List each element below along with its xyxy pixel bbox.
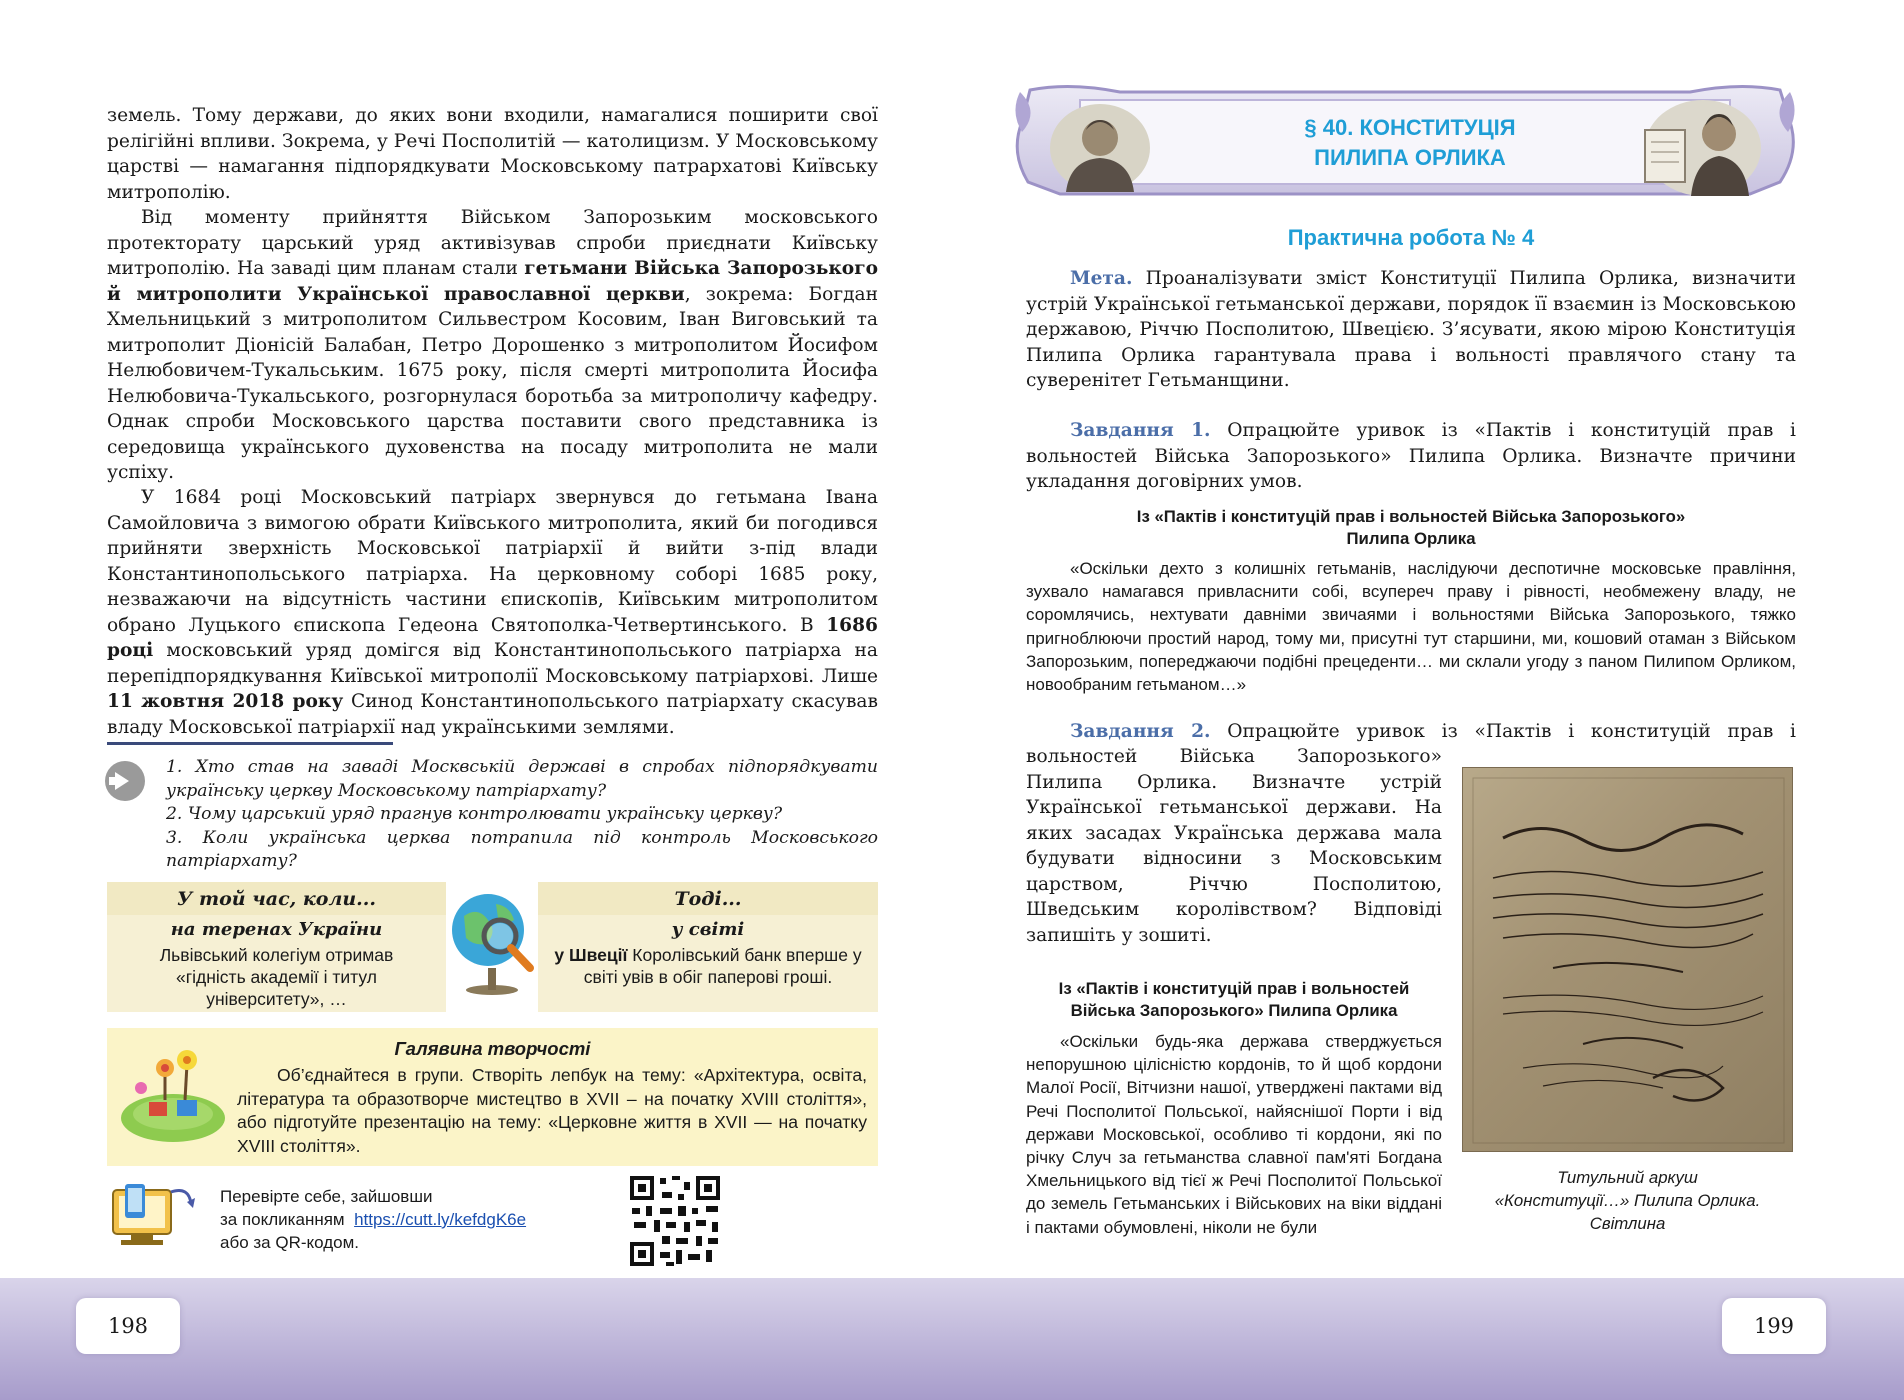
- question-3: 3. Коли українська церква потрапила під контроль Московського патріархату?: [166, 827, 878, 871]
- page-number-199: 199: [1753, 1314, 1795, 1338]
- paragraph-text: Від моменту прийняття Військом Запорозьким московського протекторату царський уряд активізував спроби приєднати Київську митрополію. На заваді цим планам стали: [107, 207, 878, 279]
- check-line-1: Перевірте себе, зайшовши: [220, 1187, 433, 1206]
- chapter-title-line-2: ПИЛИПА ОРЛИКА: [1314, 145, 1506, 170]
- bold-phrase: гетьмани Війська Запорозького й митрополити Української православної церкви: [107, 258, 878, 305]
- goal-label: Мета.: [1070, 268, 1133, 289]
- heading-text: Тоді...: [674, 888, 742, 910]
- paragraph-text: У 1684 році Московський патріарх звернувся до гетьмана Івана Самойловича з вимогою обрати Київського митрополита, який би погодився прийняти зверхність Московської патріархії й вийти з-під влади Константинопольського патріарха. На церковному соборі 1685 року, незважаючи на відсутність частини єпископів, Київським митрополитом обрано Луцького єпископа Гедеона Святополка-Четвертинського. В: [107, 487, 878, 636]
- then-box-right-sub: [538, 915, 878, 944]
- goal-paragraph: [1026, 266, 1796, 394]
- then-box-right-head: [538, 882, 878, 916]
- page-number-left: [76, 1298, 180, 1354]
- globe-magnifier-icon: [448, 886, 536, 996]
- subheading-text: на теренах України: [170, 919, 383, 940]
- meadow-flowers-icon: [119, 1048, 227, 1144]
- constitution-title-page-photo: [1462, 767, 1793, 1152]
- page-number-right: [1722, 1298, 1826, 1354]
- task-2-text: вольностей Війська Запорозького» Пилипа Орлика. Визначте устрій Української гетьманської держави. На яких засадах Українська держава мала будувати відносини з Московським царством, Річчю Посполитою, Шведським королівством? Відповіді запишіть у зошиті.: [1026, 746, 1442, 946]
- bold-date: 11 жовтня 2018 року: [107, 691, 344, 712]
- caption-line-3: Світлина: [1589, 1214, 1666, 1233]
- paragraph-text: , зокрема: Богдан Хмельницький з митрополитом Сильвестром Косовим, Іван Виговський та митрополит Діонісій Балабан, Петро Дорошенко з митрополитом Йосифом Нелюбовичем-Тукальським. 1675 року, після смерті митрополита Йосифа Нелюбовича-Тукальського, розгорнулася боротьба за митрополичу кафедру. Однак спроби Московського царства поставити свого представника із середовища українського духовенства на посаду митрополита не мали успіху.: [107, 283, 879, 483]
- body-text: Королівський банк вперше у світі увів в обіг паперові гроші.: [583, 945, 862, 987]
- task-2-paragraph: [1026, 744, 1442, 948]
- caption-line-2: «Конституції…» Пилипа Орлика.: [1494, 1191, 1761, 1210]
- page-bottom-band: [0, 1278, 1904, 1400]
- photo-caption: [1462, 1166, 1793, 1235]
- paragraph-text: московський уряд домігся від Константинопольського патріарха на перепідпорядкування Київської митрополії Московському патріархові. Лише: [107, 640, 879, 687]
- creative-task-box: [107, 1028, 878, 1166]
- task-2-first-line: [1026, 719, 1796, 745]
- manuscript-image: [1463, 768, 1794, 1153]
- task-2-text-line-1: Опрацюйте уривок із «Пактів і конституцій прав і: [1227, 721, 1796, 742]
- question-1: 1. Хто став на заваді Москвській державі в спробах підпорядкувати українську церкву Московському патріархату?: [166, 757, 878, 801]
- bold-year: 1686 році: [107, 614, 878, 661]
- practical-work-title: Практична робота № 4: [1287, 225, 1535, 250]
- creative-body: Об’єднайтеся в групи. Створіть лепбук на тему: «Архітектура, освіта, література та образотворче мистецтво в XVII – на початку XVIII століття», або підготуйте презентацію на тему: «Церковне життя в XVII — на початку XVIII століття».: [237, 1065, 867, 1156]
- paragraph-text: Синод Константинопольського патріархату скасував владу Московської патріархії над українськими землями.: [107, 691, 878, 738]
- portrait-right-icon: [1635, 96, 1765, 200]
- qr-code-icon[interactable]: [626, 1172, 724, 1270]
- check-yourself-text: [220, 1185, 526, 1254]
- arrow-right-icon: [105, 761, 145, 801]
- task-1-paragraph: [1026, 418, 1796, 495]
- source-1-title-line-2: Пилипа Орлика: [1346, 529, 1476, 548]
- source-1-quote: [1026, 557, 1796, 696]
- then-box-right-body: [538, 944, 878, 1012]
- then-box-left-sub: [107, 915, 446, 944]
- task-2-label: Завдання 2.: [1070, 721, 1211, 742]
- then-box-left-head: [107, 882, 446, 916]
- left-paragraph-1: [107, 103, 878, 205]
- source-2-quote: [1026, 1030, 1442, 1239]
- source-1-title: [1026, 506, 1796, 550]
- check-line-3: або за QR-кодом.: [220, 1233, 359, 1252]
- creative-text: [237, 1064, 867, 1158]
- source-2-title-line-1: Із «Пактів і конституцій прав і вольностей: [1058, 979, 1410, 998]
- caption-line-1: Титульний аркуш: [1557, 1168, 1698, 1187]
- computer-check-icon: [107, 1176, 199, 1256]
- goal-text: Проаналізувати зміст Конституції Пилипа Орлика, визначити устрій Української гетьманської держави, порядок її взаємин із Московською державою, Річчю Посполитою, Швецією. З’ясувати, якою мірою Конституція Пилипа Орлика гарантувала права і вольності правлячого стану та суверенітет Гетьманщини.: [1026, 268, 1796, 391]
- review-questions: [166, 756, 878, 874]
- bold-country: у Швеції: [554, 945, 628, 965]
- task-1-text: Опрацюйте уривок із «Пактів і конституцій прав і вольностей Війська Запорозького» Пилипа Орлика. Визначте причини укладання договірних умов.: [1026, 420, 1796, 492]
- source-1-title-line-1: Із «Пактів і конституцій прав і вольностей Війська Запорозького»: [1136, 507, 1686, 526]
- then-box-left-body: [107, 944, 446, 1012]
- paragraph-text: земель. Тому держави, до яких вони входили, намагалися поширити свої релігійні впливи. Зокрема, у Речі Посполитій — католицизм. У Московському царстві — намагання підпорядкувати Московському патрархатові Київську митрополію.: [107, 105, 878, 203]
- body-text: Львівський колегіум отримав «гідність академії і титул університету», …: [159, 945, 394, 1009]
- subheading-text: у світі: [671, 919, 745, 940]
- section-divider: [107, 742, 393, 745]
- task-1-label: Завдання 1.: [1070, 420, 1211, 441]
- question-2: 2. Чому царський уряд прагнув контролювати українську церкву?: [166, 804, 783, 824]
- source-1-text: «Оскільки дехто з колишніх гетьманів, наслідуючи деспотичне московське правління, зухвало намагався привласнити собі, всупереч праву і рівності, необмежену владу, не соромлячись, нехтувати давніми звичаями і вольностями Війська Запорозького, тяжко пригноблюючи простий народ, тому ми, присутні тут старшини, ми, кошовий отаман з Військом Запорозьким, попереджаючи подібні прецеденти… ми склали угоду з паном Пилипом Орликом, новообраним гетьманом…»: [1026, 559, 1796, 695]
- source-2-title-line-2: Війська Запорозького» Пилипа Орлика: [1070, 1001, 1398, 1020]
- left-paragraph-3: [107, 485, 878, 740]
- chapter-title: [1180, 113, 1640, 173]
- check-line-2: [220, 1208, 526, 1231]
- chapter-title-line-1: § 40. КОНСТИТУЦІЯ: [1304, 115, 1516, 140]
- source-2-text: «Оскільки будь-яка держава стверджується непорушною цілісністю кордонів, то й щоб кордони Малої Росії, Вітчизни нашої, утверджені пактами від Речі Посполитої Польської, найяснішої Порти і від держави Московської, особливо ті кордони, які по річку Случ за гетьманства славної пам'яті Богдана Хмельницького від тієї ж Речі Посполитої Польської до земель Гетьманських і Військових на віки віддані і пактами обумовлені, ніколи не були: [1026, 1032, 1442, 1237]
- heading-text: У той час, коли...: [176, 888, 377, 910]
- creative-title: Галявина творчості: [394, 1038, 591, 1059]
- check-line-2-text: за покликанням: [220, 1210, 345, 1229]
- portrait-left-icon: [1040, 100, 1160, 196]
- page-number-198: 198: [107, 1314, 149, 1338]
- source-2-title: [1026, 978, 1442, 1022]
- check-link[interactable]: https://cutt.ly/kefdgK6e: [354, 1210, 527, 1229]
- left-paragraph-2: [107, 205, 878, 486]
